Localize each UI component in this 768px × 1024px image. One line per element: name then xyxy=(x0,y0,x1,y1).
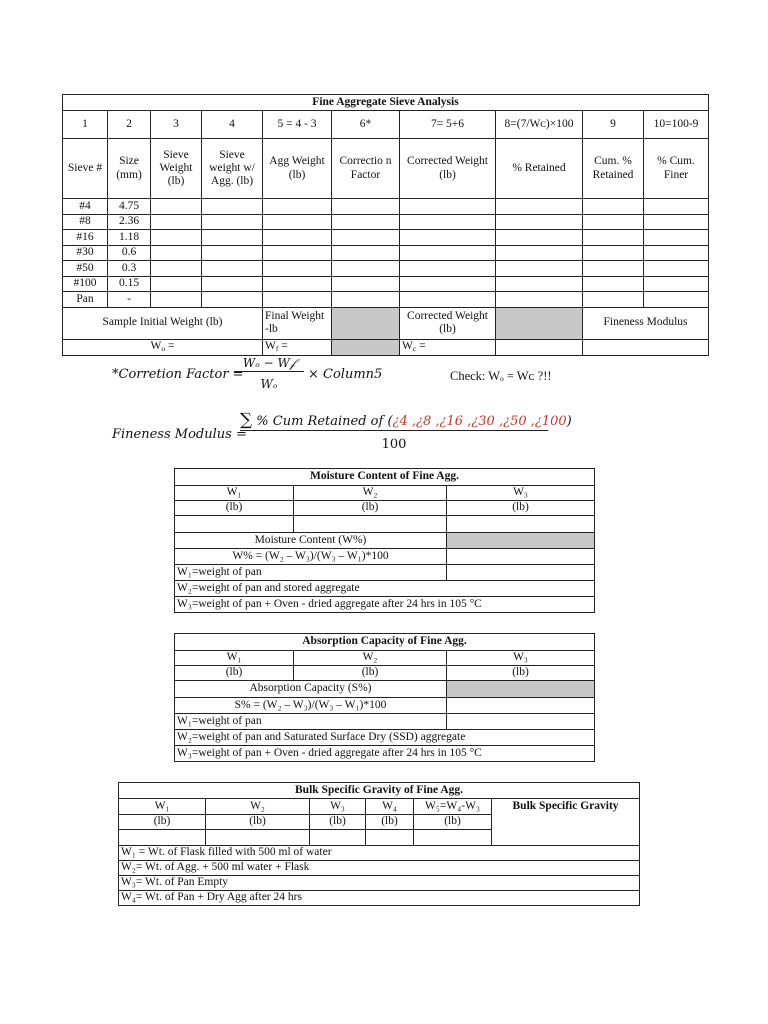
shaded-cell xyxy=(332,339,400,355)
moisture-content-table xyxy=(174,468,595,613)
empty-cell xyxy=(332,261,400,277)
fineness-modulus-label: Fineness Modulus xyxy=(583,307,709,339)
empty-cell xyxy=(400,230,496,246)
column-number: 1 xyxy=(63,111,108,139)
column-header: (lb) xyxy=(447,501,595,516)
column-header: W₁ xyxy=(175,486,294,501)
empty-cell xyxy=(583,230,644,246)
column-header: W₂ xyxy=(294,486,447,501)
moisture-note: W₁=weight of pan xyxy=(175,565,447,581)
empty-cell xyxy=(151,292,202,308)
corrected-weight-label: Corrected Weight (lb) xyxy=(400,307,496,339)
empty-cell xyxy=(644,199,709,215)
sieve-size: 0.3 xyxy=(108,261,151,277)
sieve-size: 1.18 xyxy=(108,230,151,246)
column-header: W₂ xyxy=(294,651,447,666)
fm-numerator xyxy=(240,410,572,431)
column-number: 5 = 4 - 3 xyxy=(263,111,332,139)
empty-cell xyxy=(644,292,709,308)
sieve-number: #30 xyxy=(63,245,108,261)
correction-denominator: Wₒ xyxy=(260,377,278,391)
empty-cell xyxy=(492,830,640,846)
table-row xyxy=(63,245,709,261)
column-header: Sieve weight w/ Agg. (lb) xyxy=(202,139,263,199)
absorption-label: Absorption Capacity (S%) xyxy=(175,681,447,698)
empty-cell xyxy=(263,261,332,277)
sieve-size: 2.36 xyxy=(108,214,151,230)
empty-cell xyxy=(400,261,496,277)
column-header: W₅=W₄-W₃ xyxy=(414,799,492,815)
moisture-note: W₂=weight of pan and stored aggregate xyxy=(175,581,595,597)
absorption-formula: S% = (W₂ – W₃)/(W₃ – W₁)*100 xyxy=(175,698,447,714)
empty-cell xyxy=(644,245,709,261)
column-number: 10=100-9 xyxy=(644,111,709,139)
empty-cell xyxy=(202,230,263,246)
unit-cell: (lb) xyxy=(310,815,366,830)
column-header: (lb) xyxy=(447,666,595,681)
empty-cell xyxy=(202,261,263,277)
empty-cell xyxy=(263,276,332,292)
column-header: % Retained xyxy=(496,139,583,199)
absorption-note: W₂=weight of pan and Saturated Surface Dry (SSD) aggregate xyxy=(175,730,595,746)
empty-cell xyxy=(263,245,332,261)
column-header: (lb) xyxy=(175,666,294,681)
column-header: W₁ xyxy=(119,799,206,815)
empty-cell xyxy=(202,199,263,215)
empty-cell xyxy=(496,245,583,261)
empty-cell xyxy=(332,276,400,292)
shaded-cell xyxy=(447,533,595,549)
column-number: 2 xyxy=(108,111,151,139)
column-header: W₂ xyxy=(206,799,310,815)
moisture-formula: W% = (W₂ – W₃)/(W₃ – W₁)*100 xyxy=(175,549,447,565)
empty-cell xyxy=(119,830,206,846)
unit-cell: (lb) xyxy=(366,815,414,830)
unit-cell: (lb) xyxy=(414,815,492,830)
fm-num-items: ¿4 ,¿8 ,¿16 ,¿30 ,¿50 ,¿100 xyxy=(392,414,567,429)
column-header: (lb) xyxy=(294,666,447,681)
empty-cell xyxy=(151,245,202,261)
sieve-size: 0.15 xyxy=(108,276,151,292)
column-header: (lb) xyxy=(294,501,447,516)
empty-cell xyxy=(496,214,583,230)
sieve-number: #4 xyxy=(63,199,108,215)
shaded-cell xyxy=(332,307,400,339)
unit-cell: (lb) xyxy=(206,815,310,830)
sieve-size: 4.75 xyxy=(108,199,151,215)
column-header: Sieve # xyxy=(63,139,108,199)
empty-cell xyxy=(583,292,644,308)
empty-cell xyxy=(202,276,263,292)
empty-cell xyxy=(332,214,400,230)
table-row xyxy=(63,199,709,215)
column-header: W₄ xyxy=(366,799,414,815)
empty-cell xyxy=(151,230,202,246)
fm-lhs: Fineness Modulus = xyxy=(112,427,247,442)
bulk-note: W₃= Wt. of Pan Empty xyxy=(119,876,640,891)
empty-cell xyxy=(496,199,583,215)
bulk-note: W₄= Wt. of Pan + Dry Agg after 24 hrs xyxy=(119,891,640,906)
column-header: W₁ xyxy=(175,651,294,666)
empty-cell xyxy=(206,830,310,846)
empty-cell xyxy=(447,516,595,533)
wc-cell: $W_c$ = xyxy=(400,339,496,355)
empty-cell xyxy=(496,339,583,355)
empty-cell xyxy=(644,261,709,277)
empty-cell xyxy=(202,214,263,230)
empty-cell xyxy=(151,261,202,277)
shaded-cell xyxy=(447,681,595,698)
column-header: Correctio n Factor xyxy=(332,139,400,199)
empty-cell xyxy=(496,230,583,246)
column-header: Cum. % Retained xyxy=(583,139,644,199)
bulk-note: W₂= Wt. of Agg. + 500 ml water + Flask xyxy=(119,861,640,876)
absorption-capacity-table xyxy=(174,633,595,762)
table-row xyxy=(63,230,709,246)
empty-cell xyxy=(400,292,496,308)
correction-rhs: × Column5 xyxy=(308,367,383,382)
column-header: W₃ xyxy=(310,799,366,815)
column-number: 6* xyxy=(332,111,400,139)
column-number: 4 xyxy=(202,111,263,139)
absorption-note: W₁=weight of pan xyxy=(175,714,447,730)
sample-initial-weight-label: Sample Initial Weight (lb) xyxy=(63,307,263,339)
table-row xyxy=(63,214,709,230)
empty-cell xyxy=(496,276,583,292)
empty-cell xyxy=(332,230,400,246)
empty-cell xyxy=(151,199,202,215)
empty-cell xyxy=(332,292,400,308)
empty-cell xyxy=(583,214,644,230)
column-header: Corrected Weight (lb) xyxy=(400,139,496,199)
fm-num-text: % Cum Retained of ( xyxy=(256,414,393,429)
column-header: (lb) xyxy=(175,501,294,516)
wf-cell: $W_f$ = xyxy=(263,339,332,355)
empty-cell xyxy=(414,830,492,846)
empty-cell xyxy=(400,245,496,261)
empty-cell xyxy=(644,230,709,246)
empty-cell xyxy=(400,199,496,215)
moisture-note: W₃=weight of pan + Oven - dried aggregate after 24 hrs in 105 °C xyxy=(175,597,595,613)
empty-cell xyxy=(202,245,263,261)
absorption-note: W₃=weight of pan + Oven - dried aggregate after 24 hrs in 105 °C xyxy=(175,746,595,762)
empty-cell xyxy=(583,261,644,277)
correction-factor-formula xyxy=(112,356,432,398)
empty-cell xyxy=(583,339,709,355)
sieve-analysis-table xyxy=(62,94,709,356)
bulk-specific-gravity-table xyxy=(118,782,640,906)
bulk-note: W₁ = Wt. of Flask filled with 500 ml of water xyxy=(119,846,640,861)
sum-symbol: ∑ xyxy=(240,410,253,430)
bulk-title: Bulk Specific Gravity of Fine Agg. xyxy=(119,783,640,799)
bulk-result-label: Bulk Specific Gravity xyxy=(492,799,640,830)
empty-cell xyxy=(400,276,496,292)
sieve-size: 0.6 xyxy=(108,245,151,261)
empty-cell xyxy=(294,516,447,533)
sieve-number: #8 xyxy=(63,214,108,230)
empty-cell xyxy=(151,276,202,292)
correction-numerator: Wₒ − W𝒻 xyxy=(234,356,304,372)
fm-num-close: ) xyxy=(566,414,572,429)
shaded-cell xyxy=(496,307,583,339)
empty-cell xyxy=(202,292,263,308)
moisture-title: Moisture Content of Fine Agg. xyxy=(175,469,595,486)
empty-cell xyxy=(496,261,583,277)
empty-cell xyxy=(583,199,644,215)
column-header: Agg Weight (lb) xyxy=(263,139,332,199)
table-row xyxy=(63,261,709,277)
correction-lhs: *Corretion Factor = xyxy=(112,367,244,382)
empty-cell xyxy=(263,199,332,215)
empty-cell xyxy=(366,830,414,846)
column-header: W₃ xyxy=(447,651,595,666)
sieve-table-title: Fine Aggregate Sieve Analysis xyxy=(63,95,709,111)
sieve-number: #50 xyxy=(63,261,108,277)
sieve-number: #16 xyxy=(63,230,108,246)
empty-cell xyxy=(447,549,595,565)
empty-cell xyxy=(175,516,294,533)
empty-cell xyxy=(332,245,400,261)
column-number: 8=(7/Wᴄ)×100 xyxy=(496,111,583,139)
empty-cell xyxy=(496,292,583,308)
check-note: Check: Wₒ = Wᴄ ?!! xyxy=(450,369,552,383)
sieve-number: Pan xyxy=(63,292,108,308)
empty-cell xyxy=(263,214,332,230)
moisture-label: Moisture Content (W%) xyxy=(175,533,447,549)
sieve-number: #100 xyxy=(63,276,108,292)
column-header: Sieve Weight (lb) xyxy=(151,139,202,199)
wo-cell: $W_o$ = xyxy=(63,339,263,355)
empty-cell xyxy=(447,565,595,581)
column-number: 3 xyxy=(151,111,202,139)
absorption-title: Absorption Capacity of Fine Agg. xyxy=(175,634,595,651)
empty-cell xyxy=(583,245,644,261)
empty-cell xyxy=(310,830,366,846)
column-header: % Cum. Finer xyxy=(644,139,709,199)
empty-cell xyxy=(332,199,400,215)
empty-cell xyxy=(447,698,595,714)
empty-cell xyxy=(447,714,595,730)
empty-cell xyxy=(583,276,644,292)
unit-cell: (lb) xyxy=(119,815,206,830)
empty-cell xyxy=(263,230,332,246)
column-header: Size (mm) xyxy=(108,139,151,199)
table-row xyxy=(63,276,709,292)
sieve-size: - xyxy=(108,292,151,308)
empty-cell xyxy=(644,214,709,230)
empty-cell xyxy=(644,276,709,292)
empty-cell xyxy=(263,292,332,308)
column-number: 9 xyxy=(583,111,644,139)
fm-denominator: 100 xyxy=(381,437,407,452)
column-header: W₃ xyxy=(447,486,595,501)
table-row xyxy=(63,292,709,308)
fineness-modulus-formula xyxy=(112,410,572,454)
empty-cell xyxy=(151,214,202,230)
final-weight-label: Final Weight -lb xyxy=(263,307,332,339)
column-number: 7= 5+6 xyxy=(400,111,496,139)
empty-cell xyxy=(400,214,496,230)
